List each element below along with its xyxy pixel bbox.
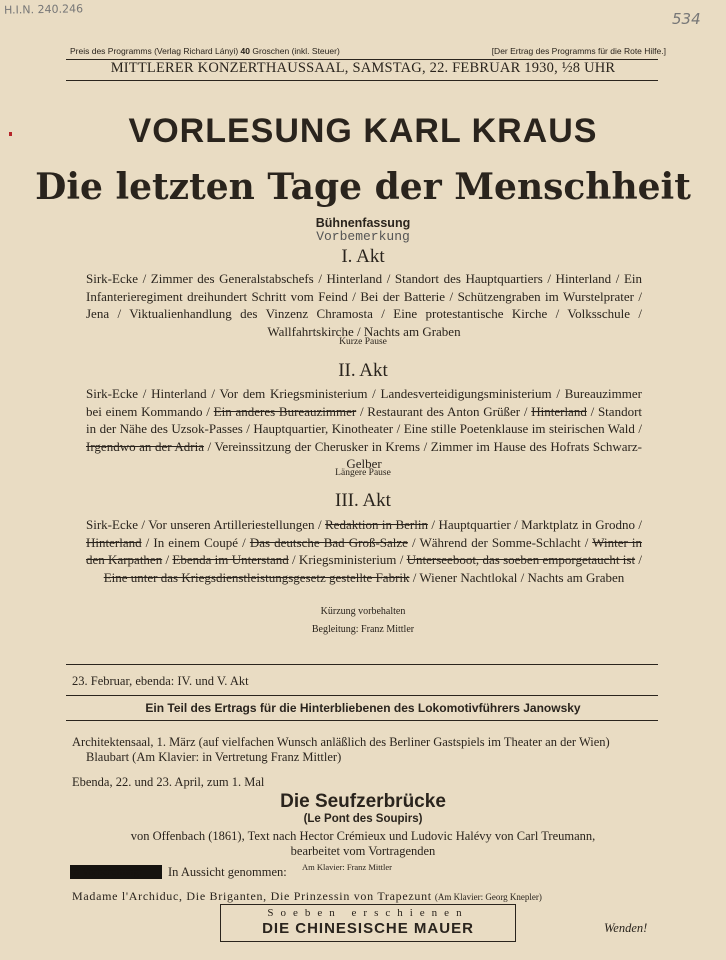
piano-note-mittler: Am Klavier: Franz Mittler xyxy=(302,862,392,872)
struck-scene: Winter in den Karpathen xyxy=(86,534,642,567)
repertoire-list: Madame l'Archiduc, Die Briganten, Die Prinzessin von Trapezunt (Am Klavier: Georg Knepler) xyxy=(72,889,542,903)
struck-scene: Redaktion in Berlin xyxy=(325,517,428,532)
proceeds-note: [Der Ertrag des Programms für die Rote Hilfe.] xyxy=(491,46,666,56)
redacted-label: In Vorbereitung: xyxy=(70,865,162,879)
scene-text: / Wiener Nachtlokal / Nachts am Graben xyxy=(409,569,625,585)
piano-note-knepler: (Am Klavier: Georg Knepler) xyxy=(434,892,542,902)
intermission-note: Längere Pause xyxy=(335,468,391,478)
scene-text: / Restaurant des Anton Grüßer / xyxy=(356,403,532,419)
venue-line: MITTLERER KONZERTHAUSSAAL, SAMSTAG, 22. FEBRUAR 1930, ½8 UHR xyxy=(110,60,616,76)
book-title: DIE CHINESISCHE MAUER xyxy=(262,920,474,937)
act-heading: I. Akt xyxy=(341,246,385,267)
operetta-credits-2: bearbeitet vom Vortragenden xyxy=(290,844,436,858)
version-label: Bühnenfassung xyxy=(315,216,411,230)
page-number: 534 xyxy=(672,10,701,28)
event-title: VORLESUNG KARL KRAUS xyxy=(128,112,598,150)
section-rule xyxy=(66,720,658,721)
struck-scene: Das deutsche Bad Groß-Salze xyxy=(249,534,408,550)
prospect-label: In Aussicht genommen: xyxy=(168,865,287,879)
struck-scene: Irgendwo an der Adria xyxy=(86,438,204,454)
play-title: Die letzten Tage der Menschheit xyxy=(35,166,691,208)
operetta-title: Die Seufzerbrücke xyxy=(280,791,446,812)
scene-text: / Standort in der Nähe des Uzsok-Passes / Hauptquartier, Kinotheater / Eine stille Poetenklause im steirischen Wald / xyxy=(86,403,643,436)
scene-text: Sirk-Ecke / Hinterland / Vor dem Kriegsministerium / Landesverteidigungsministerium / Bureauzimmer bei einem Kommando / xyxy=(86,386,642,419)
benefit-note: Ein Teil des Ertrags für die Hinterbliebenen des Lokomotivführers Janowsky xyxy=(145,701,581,715)
header-rule-lower xyxy=(66,80,658,81)
scene-text: Sirk-Ecke / Vor unseren Artilleriestellungen / xyxy=(86,517,326,532)
ebenda-event: Ebenda, 22. und 23. April, zum 1. Mal xyxy=(72,775,265,789)
struck-scene: Unterseeboot, das soeben emporgetaucht ist xyxy=(406,552,636,567)
scene-text: / Vereinssitzung der Cherusker in Krems / Zimmer im Hause des Hofrats Schwarz-Gelber xyxy=(204,438,642,471)
blaubart-event: Blaubart (Am Klavier: in Vertretung Franz Mittler) xyxy=(86,750,342,764)
operetta-subtitle: (Le Pont des Soupirs) xyxy=(303,813,423,825)
act-scenes xyxy=(86,385,642,473)
struck-scene: Eine unter das Kriegsdienstleistungsgesetz gestellte Fabrik xyxy=(103,569,410,585)
scene-text: / Kriegsministerium / xyxy=(288,552,407,567)
struck-scene: Ebenda im Unterstand xyxy=(172,552,289,567)
struck-scene: Hinterland xyxy=(86,534,142,550)
act-heading: III. Akt xyxy=(335,490,391,511)
price-amount: 40 xyxy=(240,46,251,56)
scene-text: / xyxy=(162,552,173,567)
struck-scene: Ein anderes Bureauzimmer xyxy=(213,403,357,419)
architektensaal-event: Architektensaal, 1. März (auf vielfachen Wunsch anläßlich des Berliner Gastspiels im Theater an der Wien) xyxy=(72,735,610,749)
archive-shelfmark: H.I.N. 240.246 xyxy=(3,2,84,17)
just-published-label: Soeben erschienen xyxy=(267,907,469,919)
act-heading: II. Akt xyxy=(338,360,388,381)
scene-text: / xyxy=(635,552,642,567)
cut-note: Kürzung vorbehalten xyxy=(320,606,406,617)
act-scenes xyxy=(86,516,642,586)
next-performance: 23. Februar, ebenda: IV. und V. Akt xyxy=(72,674,249,688)
program-price-note: Preis des Programms (Verlag Richard Lányi) 40 Groschen (inkl. Steuer) xyxy=(70,46,340,56)
scene-text: / In einem Coupé / xyxy=(141,534,250,550)
typed-note: Vorbemerkung xyxy=(316,229,410,244)
accompaniment-note: Begleitung: Franz Mittler xyxy=(311,624,415,635)
section-rule xyxy=(66,664,658,665)
operetta-credits: von Offenbach (1861), Text nach Hector Crémieux und Ludovic Halévy von Carl Treumann, xyxy=(130,829,596,843)
turn-over-note: Wenden! xyxy=(604,921,648,935)
struck-scene: Hinterland xyxy=(531,403,587,419)
intermission-note: Kurze Pause xyxy=(339,337,387,347)
act-scenes: Sirk-Ecke / Zimmer des Generalstabschefs / Hinterland / Standort des Hauptquartiers / Hinterland / Ein Infanterieregiment dreihundert Schritt vom Feind / Bei der Batterie / Schützengraben im Wurstelprater / Jena / Viktualienhandlung des Vinzenz Chramosta / Eine protestantische Kirche / Volksschule / Wallfahrtskirche / Nachts am Graben xyxy=(86,271,642,339)
scene-text: / Während der Somme-Schlacht / xyxy=(407,534,593,550)
section-rule xyxy=(66,695,658,696)
book-announcement-box xyxy=(220,904,516,942)
scene-text: / Hauptquartier / Marktplatz in Grodno / xyxy=(427,517,643,532)
